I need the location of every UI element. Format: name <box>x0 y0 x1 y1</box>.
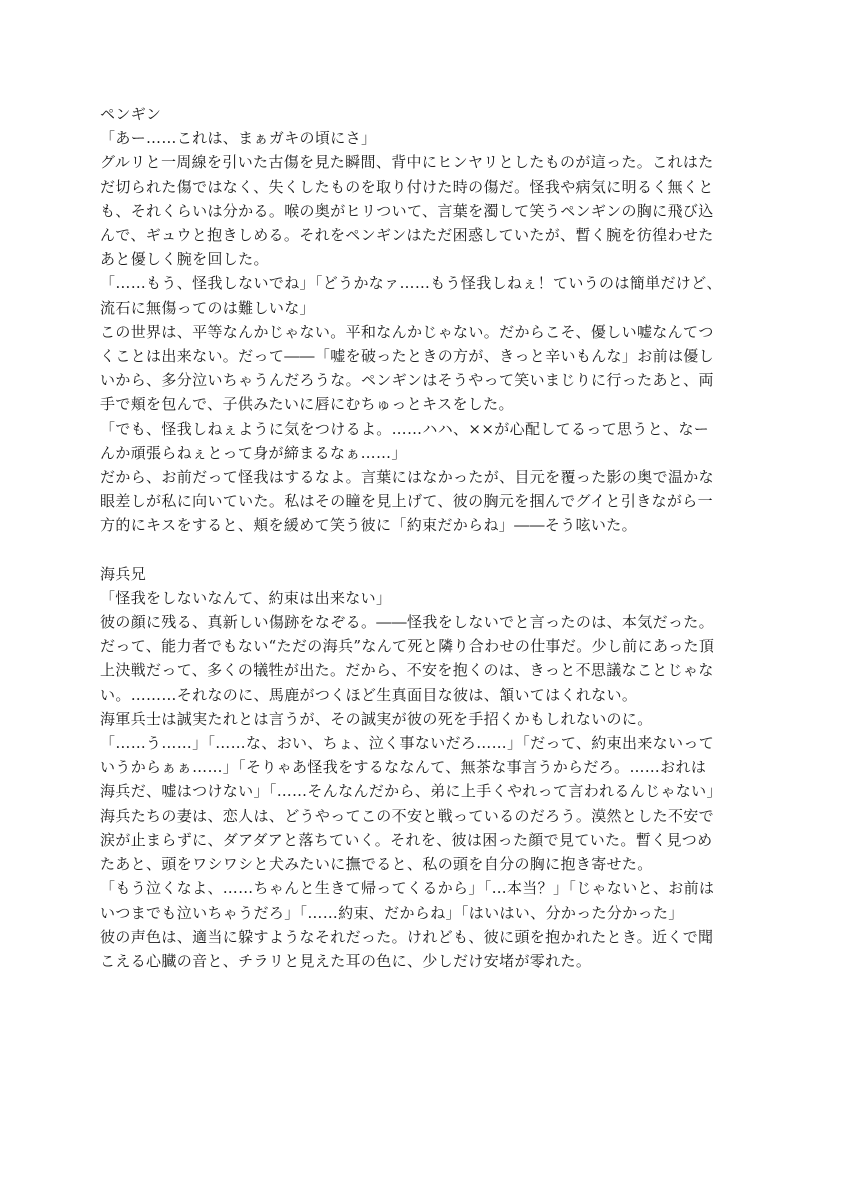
paragraph: 「怪我をしないなんて、約束は出来ない」 <box>100 588 392 607</box>
section-title: 海兵兄 <box>100 564 147 583</box>
section-title: ペンギン <box>100 105 162 123</box>
paragraph: この世界は、平等なんかじゃない。平和なんかじゃない。だからこそ、優しい嘘なんてつ くことは出来ない。だって――「嘘を破ったときの方が、きっと辛いもんな」お前は優し いから、多分泣いちゃうんだろうな。ペンギンはそうやって笑いまじりに行ったあと、両 手で頬を包んで、子供みたいに唇にむちゅっとキスをした。 <box>100 322 715 414</box>
paragraph: 海兵たちの妻は、恋人は、どうやってこの不安と戦っているのだろう。漠然とした不安で 涙が止まらずに、ダアダアと落ちていく。それを、彼は困った顔で見ていた。暫く見つめ たあと、頭をワシワシと犬みたいに撫でると、私の頭を自分の胸に抱き寄せた。 <box>100 806 715 874</box>
paragraph: 「……もう、怪我しないでね」「どうかなァ……もう怪我しねぇ！ていうのは簡単だけど、 流石に無傷ってのは難しいな」 <box>100 274 722 317</box>
paragraph: 「でも、怪我しねぇように気をつけるよ。……ハハ、××が心配してるって思うと、なー んか頑張らねぇとって身が締まるなぁ……」 <box>100 419 710 462</box>
paragraph: 海軍兵士は誠実たれとは言うが、その誠実が彼の死を手招くかもしれないのに。 <box>100 709 653 728</box>
paragraph: 「もう泣くなよ、……ちゃんと生きて帰ってくるから」「…本当？」「じゃないと、お前は いつまでも泣いちゃうだろ」「……約束、だからね」「はいはい、分かった分かった」 <box>100 879 715 922</box>
section-penguin <box>100 102 760 538</box>
document-body <box>100 102 760 973</box>
paragraph: だから、お前だって怪我はするなよ。言葉にはなかったが、目元を覆った影の奥で温かな 眼差しが私に向いていた。私はその瞳を見上げて、彼の胸元を掴んでグイと引きながら一 方的にキスをすると、頬を緩めて笑う彼に「約束だからね」――そう呟いた。 <box>100 468 715 535</box>
section-marine-brother <box>100 562 760 973</box>
paragraph: 彼の声色は、適当に躱すようなそれだった。けれども、彼に頭を抱かれたとき。近くで聞 こえる心臓の音と、チラリと見えた耳の色に、少しだけ安堵が零れた。 <box>100 927 714 970</box>
paragraph: 「……う……」「……な、おい、ちょ、泣く事ないだろ……」「だって、約束出来ないって いうからぁぁ……」「そりゃあ怪我をするななんて、無茶な事言うからだろ。……おれは 海兵だ、嘘はつけない」「……そんなんだから、弟に上手くやれって言われるんじゃない」 <box>100 734 722 801</box>
paragraph: グルリと一周線を引いた古傷を見た瞬間、背中にヒンヤリとしたものが這った。これはた だ切られた傷ではなく、失くしたものを取り付けた時の傷だ。怪我や病気に明るく無くと も、それくらいは分かる。喉の奥がヒリついて、言葉を濁して笑うペンギンの胸に飛び込 んで、ギュウと抱きしめる。それをペンギンはただ困惑していたが、暫く腕を彷徨わせた あと優しく腕を回した。 <box>100 153 714 269</box>
paragraph: 彼の顔に残る、真新しい傷跡をなぞる。――怪我をしないでと言ったのは、本気だった。 だって、能力者でもない“ただの海兵”なんて死と隣り合わせの仕事だ。少し前にあった頂 上決戦だって、多くの犠牲が出た。だから、不安を抱くのは、きっと不思議なことじゃな い。………それなのに、馬鹿がつくほど生真面目な彼は、頷いてはくれない。 <box>100 613 715 704</box>
paragraph: 「あー……これは、まぁガキの頃にさ」 <box>100 129 377 148</box>
